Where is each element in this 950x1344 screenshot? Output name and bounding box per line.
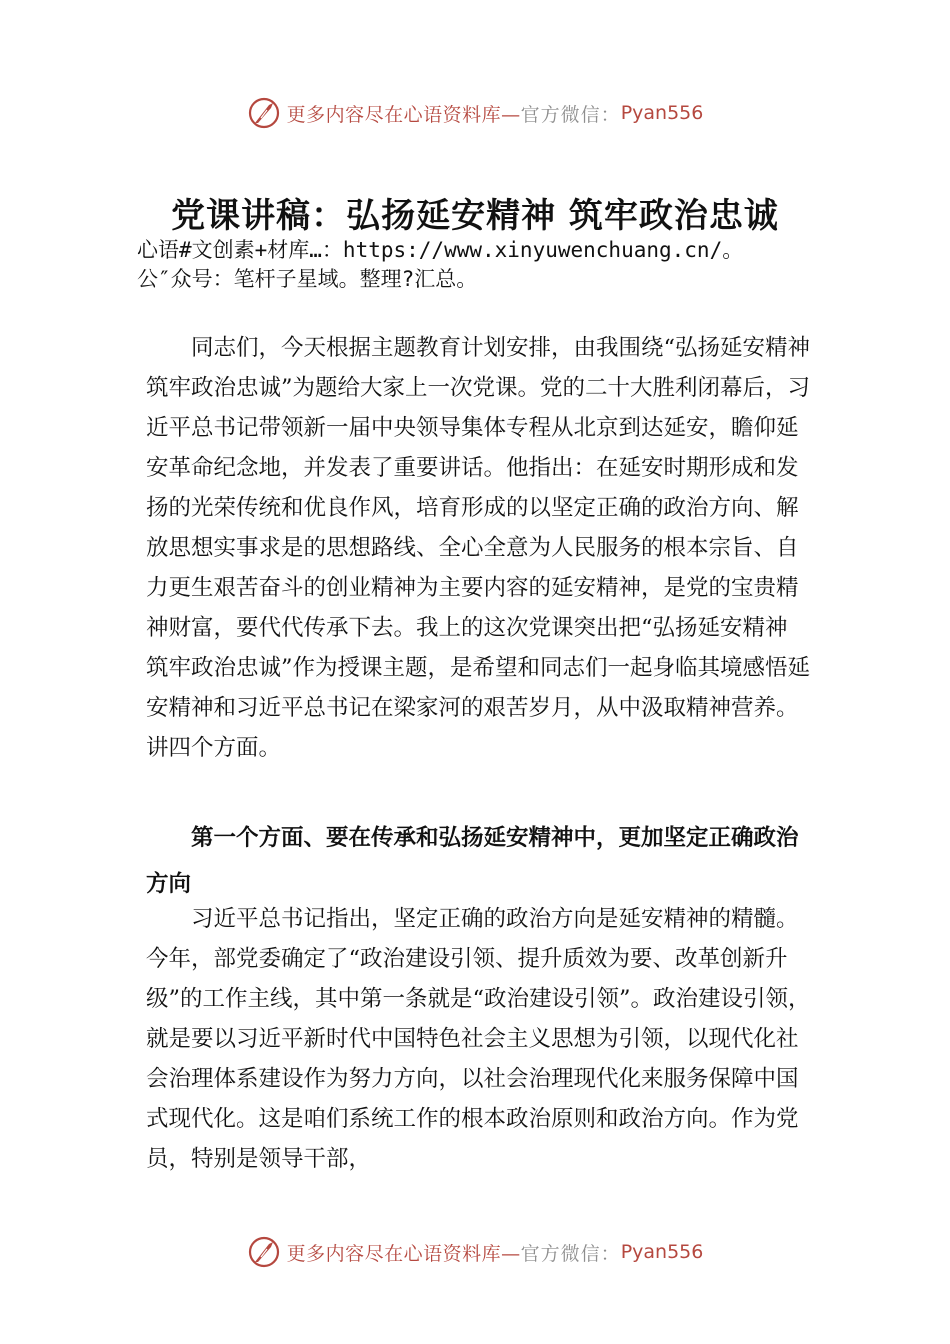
footer-banner [0,1232,950,1272]
document-title: 党课讲稿：弘扬延安精神 筑牢政治忠诚 [171,196,779,236]
banner-promo-text: 更多内容尽在心语资料库— [286,1242,521,1265]
banner-wechat-id: Pyan556 [620,102,704,124]
quill-pen-logo-icon [247,96,281,130]
source-line-account: 公″众号：笔杆子星域。整理?汇总。 [137,267,478,291]
section-heading-1: 第一个方面、要在传承和弘扬延安精神中，更加坚定正确政治方向 [146,825,799,897]
banner-wechat-label: 官方微信： [520,103,621,126]
header-banner [0,93,950,133]
banner-wechat-label: 官方微信： [520,1242,621,1265]
quill-pen-logo-icon [247,1235,281,1269]
paragraph-section-1: 习近平总书记指出，坚定正确的政治方向是延安精神的精髓。今年，部党委确定了“政治建设引领、提升质效为要、改革创新升级”的工作主线，其中第一条就是“政治建设引领”。政治建设引领，就是要以习近平新时代中国特色社会主义思想为引领，以现代化社会治理体系建设作为努力方向，以社会治理现代化来服务保障中国式现代化。这是咱们系统工作的根本政治原则和政治方向。作为党员，特别是领导干部， [146,906,811,1172]
paragraph-intro: 同志们，今天根据主题教育计划安排，由我围绕“弘扬延安精神 筑牢政治忠诚”为题给大家上一次党课。党的二十大胜利闭幕后，习近平总书记带领新一届中央领导集体专程从北京到达延安，瞻仰延安革命纪念地，并发表了重要讲话。他指出：在延安时期形成和发扬的光荣传统和优良作风，培育形成的以坚定正确的政治方向、解放思想实事求是的思想路线、全心全意为人民服务的根本宗旨、自力更生艰苦奋斗的创业精神为主要内容的延安精神，是党的宝贵精神财富，要代代传承下去。我上的这次党课突出把“弘扬延安精神 筑牢政治忠诚”作为授课主题，是希望和同志们一起身临其境感悟延安精神和习近平总书记在梁家河的艰苦岁月，从中汲取精神营养。讲四个方面。 [146,335,811,761]
source-info [137,236,743,294]
banner-promo-text: 更多内容尽在心语资料库— [286,103,521,126]
source-line-website: 心语#文创素+材库…：https://www.xinyuwenchuang.cn/。 [137,238,744,262]
banner-wechat-id: Pyan556 [620,1241,704,1263]
